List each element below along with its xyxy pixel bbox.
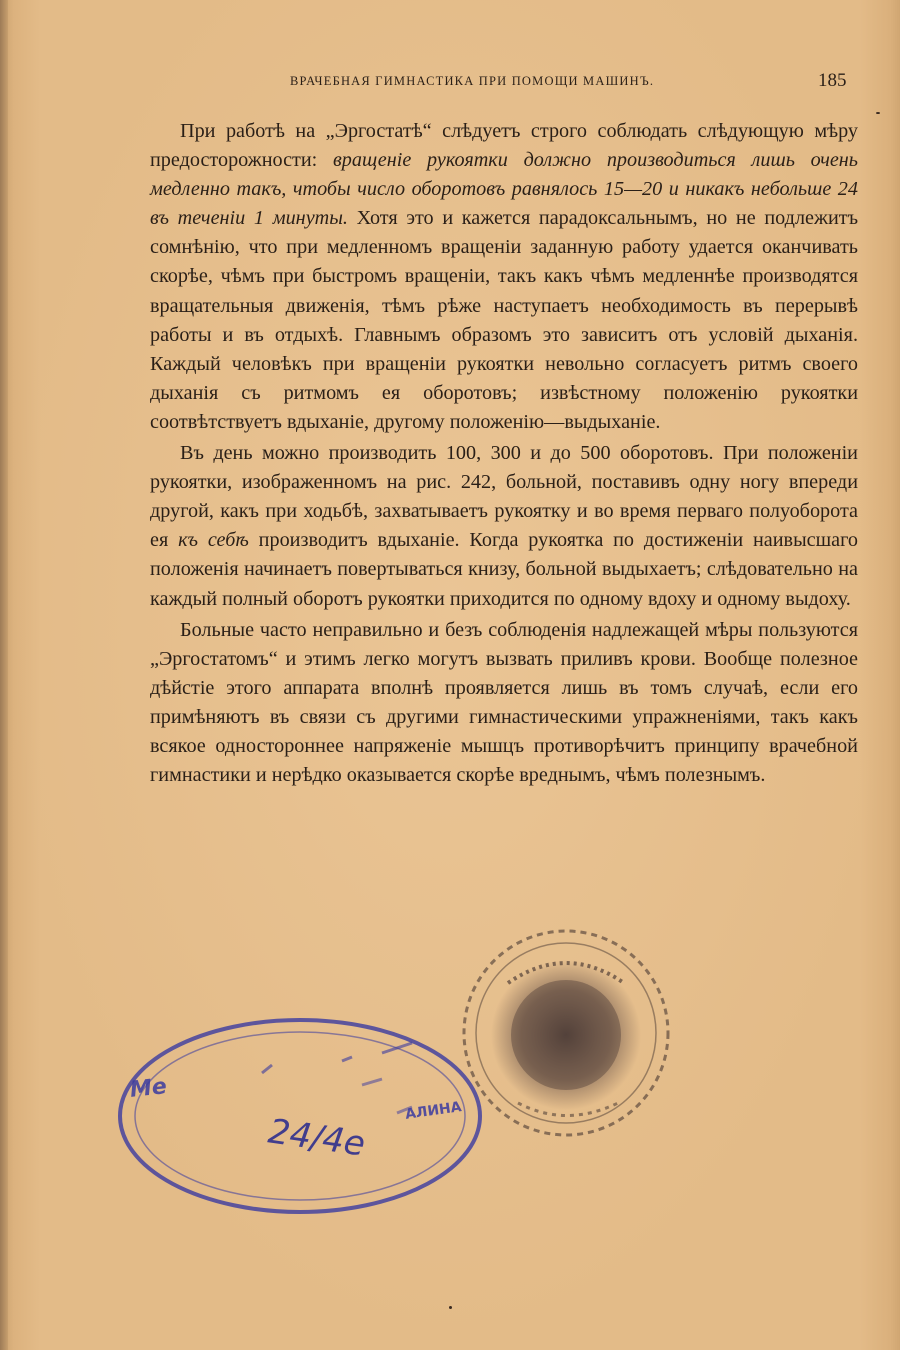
body-text <box>150 117 858 790</box>
stamp-text-left: Ме <box>128 1074 169 1103</box>
paper-speck <box>876 112 880 114</box>
handwritten-inventory-number: 24/4е <box>265 1111 368 1165</box>
text-run: Хотя это и кажется парадоксальнымъ, но не подлежитъ сомнѣнію, что при медленномъ вращеніи заданную работу удается оканчивать скорѣе, чѣмъ при быстромъ вращеніи, такъ какъ чѣмъ медленнѣе производятся вращательныя движенія, тѣмъ рѣже наступаетъ необходимость въ перерывѣ работы и въ отдыхѣ. Главнымъ образомъ это зависитъ отъ условій дыханія. Каждый человѣкъ при вращеніи рукоятки невольно согласуетъ ритмъ своего дыханія съ ритмомъ ея оборотовъ; извѣстному положенію рукоятки соотвѣтствуетъ вдыханіе, другому положенію—выдыханіе. <box>150 207 859 433</box>
paragraph-3 <box>150 616 858 791</box>
text-run: Больные часто неправильно и безъ соблюденія надлежащей мѣры пользуются „Эргостатомъ“ и этимъ легко могутъ вызвать приливъ крови. Вообще полезное дѣйстіе этого аппарата вполнѣ проявляется лишь въ томъ случаѣ, если его примѣняютъ въ связи съ другими гимнастическими упражненіями, такъ какъ всякое одностороннее напряженіе мышцъ противорѣчитъ принципу врачебной гимнастики и нерѣдко оказывается скорѣе вреднымъ, чѣмъ полезнымъ. <box>150 618 858 787</box>
paper-speck <box>449 1306 452 1309</box>
paragraph-2 <box>150 439 858 614</box>
paragraph-1 <box>150 117 858 437</box>
text-run: Въ день можно производить 100, 300 и до 500 оборотовъ. При положеніи рукоятки, изображенномъ на рис. 242, больной, поставивъ одну ногу впереди другой, какъ при ходьбѣ, захватываетъ рукоятку и во время перваго полуоборота ея <box>150 442 858 552</box>
running-head: ВРАЧЕБНАЯ ГИМНАСТИКА ПРИ ПОМОЩИ МАШИНЪ. <box>290 74 655 88</box>
text-run: производитъ вдыханіе. Когда рукоятка по достиженіи наивысшаго положенія начинаетъ повертываться книзу, больной выдыхаетъ; слѣдовательно на каждый полный оборотъ рукоятки приходится по одному вдоху и одному выдоху. <box>150 529 858 610</box>
text-run: При работѣ на „Эргостатѣ“ слѣдуетъ строго соблюдать слѣдующую мѣру предосторожности: <box>150 120 858 172</box>
stamp-text-name: АЛИНА <box>404 1099 463 1123</box>
page-number: 185 <box>818 70 847 91</box>
text-run-italic: вращеніе рукоятки должно производиться лишь очень медленно такъ, чтобы число оборотовъ равнялось 15—20 и никакъ небольше 24 въ теченіи 1 минуты. <box>150 149 858 230</box>
page-gutter <box>0 0 8 1350</box>
text-run-italic: къ себѣ <box>178 529 249 552</box>
